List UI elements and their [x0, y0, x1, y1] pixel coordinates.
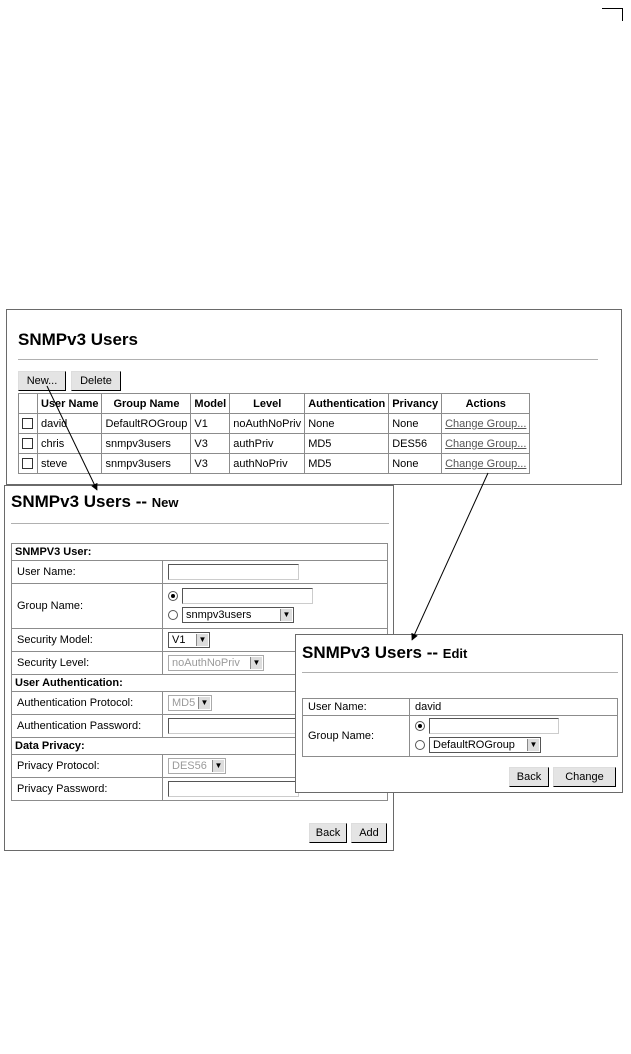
cell-level: noAuthNoPriv: [230, 414, 305, 434]
edit-group-name-label: Group Name:: [303, 716, 410, 757]
cell-user: david: [38, 414, 102, 434]
column-header: User Name: [38, 394, 102, 414]
cell-group: snmpv3users: [102, 454, 191, 474]
section-user-authentication: User Authentication:: [12, 675, 388, 692]
cell-level: authNoPriv: [230, 454, 305, 474]
cell-auth: None: [305, 414, 389, 434]
cell-user: steve: [38, 454, 102, 474]
cell-priv: None: [389, 454, 442, 474]
auth-protocol-label: Authentication Protocol:: [12, 692, 163, 715]
privacy-password-label: Privacy Password:: [12, 778, 163, 801]
change-group-link[interactable]: Change Group...: [445, 457, 527, 470]
back-button[interactable]: Back: [309, 823, 347, 843]
column-header: Group Name: [102, 394, 191, 414]
group-name-select[interactable]: snmpv3users ▼: [182, 607, 294, 623]
cell-auth: MD5: [305, 434, 389, 454]
add-button[interactable]: Add: [351, 823, 387, 843]
edit-form-title-text: SNMPv3 Users --: [302, 643, 443, 662]
column-header: Authentication: [305, 394, 389, 414]
security-model-label: Security Model:: [12, 629, 163, 652]
chevron-down-icon: ▼: [250, 657, 262, 669]
security-level-label: Security Level:: [12, 652, 163, 675]
edit-back-button[interactable]: Back: [509, 767, 549, 787]
cell-group: snmpv3users: [102, 434, 191, 454]
security-level-select[interactable]: noAuthNoPriv ▼: [168, 655, 264, 671]
new-form-title-text: SNMPv3 Users --: [11, 492, 152, 511]
chevron-down-icon: ▼: [196, 634, 208, 646]
auth-protocol-select[interactable]: MD5 ▼: [168, 695, 212, 711]
group-name-label: Group Name:: [12, 584, 163, 629]
cell-model: V3: [191, 454, 230, 474]
change-group-link[interactable]: Change Group...: [445, 437, 527, 450]
edit-form-subtitle: Edit: [442, 646, 468, 661]
cell-user: chris: [38, 434, 102, 454]
cell-model: V1: [191, 414, 230, 434]
section-snmpv3-user: SNMPV3 User:: [12, 544, 388, 561]
delete-button[interactable]: Delete: [71, 371, 121, 391]
cell-level: authPriv: [230, 434, 305, 454]
cell-priv: DES56: [389, 434, 442, 454]
edit-user-name-label: User Name:: [303, 699, 410, 716]
column-header: Level: [230, 394, 305, 414]
user-name-label: User Name:: [12, 561, 163, 584]
chevron-down-icon: ▼: [280, 609, 292, 621]
column-header: Actions: [442, 394, 530, 414]
privacy-protocol-label: Privacy Protocol:: [12, 755, 163, 778]
column-header: Privancy: [389, 394, 442, 414]
chevron-down-icon: ▼: [198, 697, 210, 709]
privacy-protocol-select[interactable]: DES56 ▼: [168, 758, 226, 774]
new-button[interactable]: New...: [18, 371, 66, 391]
new-callout-arrow: [47, 386, 97, 490]
column-header: Model: [191, 394, 230, 414]
auth-password-label: Authentication Password:: [12, 715, 163, 738]
page-title: SNMPv3 Users: [18, 330, 139, 349]
chevron-down-icon: ▼: [527, 739, 539, 751]
security-model-select[interactable]: V1 ▼: [168, 632, 210, 648]
change-group-link[interactable]: Change Group...: [445, 417, 527, 430]
cell-priv: None: [389, 414, 442, 434]
edit-group-select[interactable]: DefaultROGroup ▼: [429, 737, 541, 753]
cell-group: DefaultROGroup: [102, 414, 191, 434]
edit-callout-arrow: [412, 473, 488, 640]
new-form-subtitle: New: [151, 495, 179, 510]
cell-model: V3: [191, 434, 230, 454]
edit-user-name-value: david: [410, 699, 618, 716]
change-button[interactable]: Change: [553, 767, 616, 787]
cell-auth: MD5: [305, 454, 389, 474]
chevron-down-icon: ▼: [212, 760, 224, 772]
section-data-privacy: Data Privacy:: [12, 738, 388, 755]
